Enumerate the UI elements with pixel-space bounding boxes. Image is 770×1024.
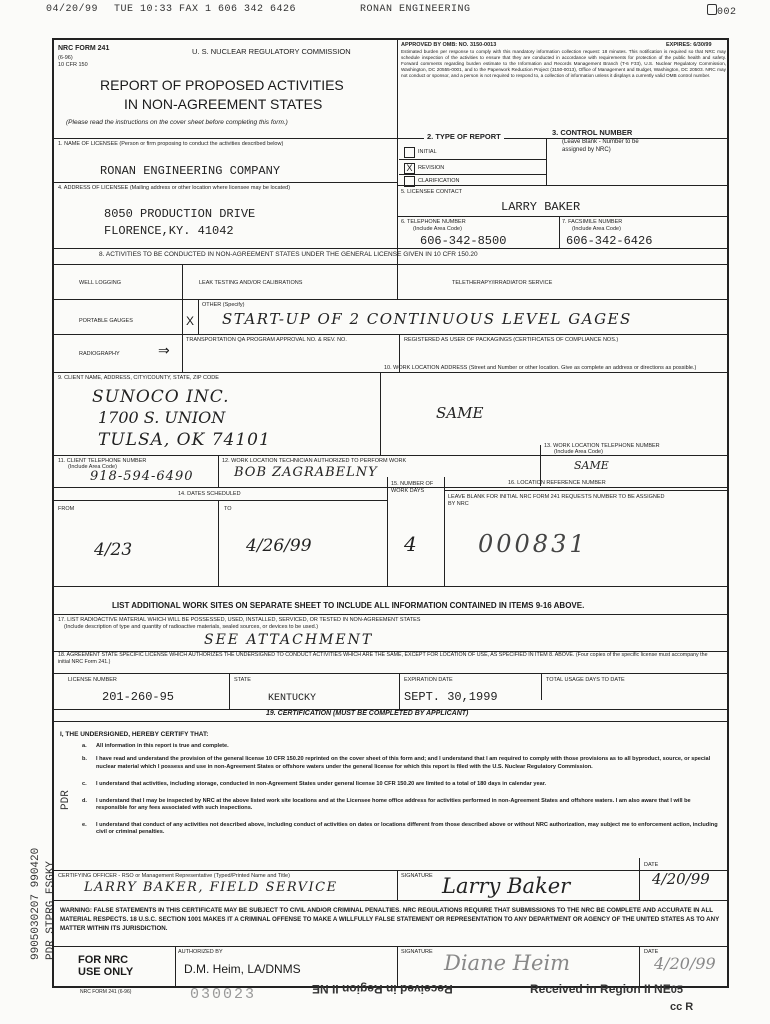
teletherapy-label: TELETHERAPY/IRRADIATOR SERVICE: [452, 280, 553, 286]
other-label: OTHER (Specify): [202, 302, 245, 308]
omb-approval: APPROVED BY OMB: NO. 3150-0013: [401, 42, 497, 48]
radiography-arrow-icon: ⇒: [158, 342, 170, 358]
nrc-signature-label: SIGNATURE: [401, 949, 433, 955]
fax-time: TUE 10:33 FAX 1 606 342 6426: [114, 4, 297, 15]
fax-date: 04/20/99: [46, 4, 99, 15]
clarification-label: CLARIFICATION: [418, 178, 460, 184]
agreement-label: 18. AGREEMENT STATE SPECIFIC LICENSE WHICH AUTHORIZES THE UNDERSIGNED TO CONDUCT ACTIVITIES WHICH ARE THE SAME, EXCEPT FOR LOCATION OF USE, AS SPECIFIED IN ITEM 8. ABOVE. (Four copies of the specific license must accompany the initial NRC Form 241.): [58, 652, 708, 665]
certification-items: [82, 743, 720, 836]
stamp-number: 030023: [190, 986, 257, 1003]
officer-signature[interactable]: Larry Baker: [442, 874, 571, 898]
cert-item: c. I understand that activities, including storage, conducted in non-Agreement States under general license 10 CFR 150.20 are limited to a total of 180 days in calendar year.: [82, 780, 547, 787]
well-logging-label: WELL LOGGING: [79, 280, 121, 286]
officer-date[interactable]: 4/20/99: [652, 870, 710, 888]
received-stamp-mirrored: Received in Region II NE: [312, 982, 453, 996]
side-id-line1: 9905030207 990420: [30, 847, 42, 960]
transport-qa-label: TRANSPORTATION QA PROGRAM APPROVAL NO. & REV. NO.: [186, 337, 347, 343]
agency-name: U. S. NUCLEAR REGULATORY COMMISSION: [192, 47, 351, 56]
phone-label: 6. TELEPHONE NUMBER: [401, 219, 466, 225]
material-note: (Include description of type and quantity of radioactive materials, sealed sources, or devices to be used.): [64, 624, 319, 630]
fax-page: 002: [707, 4, 737, 18]
other-checkbox[interactable]: X: [186, 314, 195, 328]
additional-sites-note: LIST ADDITIONAL WORK SITES ON SEPARATE SHEET TO INCLUDE ALL INFORMATION CONTAINED IN ITEMS 9-16 ABOVE.: [112, 601, 585, 610]
dates-label: 14. DATES SCHEDULED: [178, 491, 241, 497]
date-to[interactable]: 4/26/99: [246, 536, 312, 556]
client-street[interactable]: 1700 S. UNION: [98, 408, 226, 427]
control-number-note: (Leave Blank - Number to be assigned by NRC): [562, 139, 639, 153]
work-days[interactable]: 4: [404, 532, 417, 556]
report-type-label: 2. TYPE OF REPORT: [424, 133, 504, 141]
certification-intro: I, THE UNDERSIGNED, HEREBY CERTIFY THAT:: [60, 731, 209, 738]
expiration-label: EXPIRATION DATE: [404, 677, 453, 683]
warning-text: WARNING: FALSE STATEMENTS IN THIS CERTIFICATE MAY BE SUBJECT TO CIVIL AND/OR CRIMINAL PENALTIES. NRC REGULATIONS REQUIRE THAT SUBMISSIONS TO THE NRC BE COMPLETE AND ACCURATE IN ALL MATERIAL RESPECTS. 18 U.S.C. SECTION 1001 MAKES IT A CRIMINAL OFFENSE TO MAKE A WILLFULLY FALSE STATEMENT OR REPRESENTATION TO ANY DEPARTMENT OR AGENCY OF THE UNITED STATES AS TO ANY MATTER WITHIN ITS JURISDICTION.: [60, 907, 720, 932]
client-city[interactable]: TULSA, OK 74101: [98, 430, 271, 450]
cert-item: d. I understand that I may be inspected by NRC at the above listed work site locations and at the Licensee home office address for activities performed in non-Agreement States and offshore waters. I am also aware that I will be responsible for any fees associated with such inspections.: [82, 798, 691, 812]
form-cfr: 10 CFR 150: [58, 62, 88, 68]
revision-checkbox[interactable]: X: [404, 163, 415, 174]
form-date: (6-96): [58, 55, 73, 61]
officer-signature-label: SIGNATURE: [401, 873, 433, 879]
side-id-line2: PDR STPRG ESGKY: [45, 860, 57, 960]
date-from[interactable]: 4/23: [94, 540, 133, 560]
state-value[interactable]: KENTUCKY: [268, 693, 317, 704]
activities-label: 8. ACTIVITIES TO BE CONDUCTED IN NON-AGREEMENT STATES UNDER THE GENERAL LICENSE GIVEN IN 10 CFR 150.20: [99, 251, 478, 258]
cert-item: b. I have read and understand the provision of the general license 10 CFR 150.20 reprinted on the cover sheet of this form and; and I understand that I am required to comply with those provisions as to all byproduct, source, or special nuclear material which I possess and use in non-Agreement States or offshore waters under the general license for which this report is filed with the U.S. Nuclear Regulatory Commission.: [82, 756, 711, 770]
officer-label: CERTIFYING OFFICER - RSO or Management Representative (Typed/Printed Name and Title): [58, 873, 290, 879]
licensee-name[interactable]: RONAN ENGINEERING COMPANY: [100, 164, 281, 178]
cert-item: e. I understand that conduct of any activities not described above, including conduct of activities on dates or locations different from those described above or without NRC authorization, may subject me to enforcement action, including civil or criminal penalties.: [82, 821, 718, 836]
fax-page-icon: [707, 4, 717, 15]
burden-statement: Estimated burden per response to comply with this mandatory information collection request: 18 minutes. This notification is required so that NRC may schedule inspection of the activities to ensure that they are conducted in accordance with requirements for protection of the public health and safety. Forward comments regarding burden estimate to the Information and Records Management Branch (T-6 F33), U.S. Nuclear Regulatory Commission, Washington, DC 20555-0001, and to the Paperwork Reduction Project (3150-0013), Office of Management and Budget, Washington, DC 20503. NRC may not conduct or sponsor, and a person is not required to respond to, a collection of information unless it displays a currently valid OMB control number.: [401, 49, 726, 79]
state-label: STATE: [234, 677, 251, 683]
nrc-date: 4/20/99: [654, 954, 716, 973]
work-days-label: 15. NUMBER OF WORK DAYS: [391, 481, 434, 494]
leak-testing-label: LEAK TESTING AND/OR CALIBRATIONS: [199, 280, 303, 286]
client-phone[interactable]: 918-594-6490: [90, 469, 194, 484]
fax-sender: RONAN ENGINEERING: [360, 4, 471, 15]
expiration-value[interactable]: SEPT. 30,1999: [404, 690, 498, 704]
officer-name[interactable]: LARRY BAKER, FIELD SERVICE: [84, 880, 338, 895]
initial-label: INITIAL: [418, 149, 437, 155]
work-phone-note: (Include Area Code): [554, 449, 603, 455]
nrc-use-label: FOR NRC USE ONLY: [78, 954, 134, 978]
officer-date-label: DATE: [644, 862, 659, 868]
cert-item: a. All information in this report is true and complete.: [82, 743, 229, 749]
side-id-line3: PDR: [60, 790, 72, 810]
licensee-address-line2[interactable]: FLORENCE,KY. 41042: [104, 224, 234, 238]
form-title-line1: REPORT OF PROPOSED ACTIVITIES: [100, 77, 344, 93]
client-label: 9. CLIENT NAME, ADDRESS, CITY/COUNTY, STATE, ZIP CODE: [58, 375, 219, 381]
authorized-by-label: AUTHORIZED BY: [178, 949, 223, 955]
nrc-form-241: [52, 38, 729, 988]
control-number-label: 3. CONTROL NUMBER: [552, 128, 633, 137]
registered-user-label: REGISTERED AS USER OF PACKAGINGS (CERTIFICATES OF COMPLIANCE NOS.): [404, 337, 619, 343]
phone-value[interactable]: 606-342-8500: [420, 234, 507, 248]
material-label: 17. LIST RADIOACTIVE MATERIAL WHICH WILL BE POSSESSED, USED, INSTALLED, SERVICED, OR TESTED IN NON-AGREEMENT STATES: [58, 617, 421, 623]
client-phone-label: 11. CLIENT TELEPHONE NUMBER: [58, 458, 147, 464]
work-location[interactable]: SAME: [436, 404, 484, 422]
client-phone-note: (Include Area Code): [68, 464, 117, 470]
contact-label: 5. LICENSEE CONTACT: [401, 189, 463, 195]
phone-note: (Include Area Code): [413, 226, 462, 232]
authorized-by: D.M. Heim, LA/DNMS: [184, 962, 301, 976]
from-label: FROM: [58, 506, 75, 512]
contact-name[interactable]: LARRY BAKER: [501, 200, 581, 214]
work-phone-label: 13. WORK LOCATION TELEPHONE NUMBER: [544, 443, 660, 449]
portable-gauges-label: PORTABLE GAUGES: [79, 318, 133, 324]
location-ref-label: 16. LOCATION REFERENCE NUMBER: [508, 480, 606, 486]
work-phone[interactable]: SAME: [574, 459, 609, 472]
radiography-label: RADIOGRAPHY: [79, 351, 120, 357]
licensee-name-label: 1. NAME OF LICENSEE (Person or firm proposing to conduct the activities described below): [58, 141, 284, 147]
nrc-date-label: DATE: [644, 949, 659, 955]
other-activity[interactable]: START-UP OF 2 CONTINUOUS LEVEL GAGES: [222, 310, 632, 328]
to-label: TO: [224, 506, 232, 512]
nrc-signature: Diane Heim: [444, 951, 571, 975]
material-value[interactable]: SEE ATTACHMENT: [204, 632, 374, 648]
footer-form-number: NRC FORM 241 (6-96): [80, 989, 132, 995]
fax-number-note: (Include Area Code): [572, 226, 621, 232]
fax-number-label: 7. FACSIMILE NUMBER: [562, 219, 623, 225]
usage-days-label: TOTAL USAGE DAYS TO DATE: [546, 677, 625, 683]
client-name[interactable]: SUNOCO INC.: [92, 387, 230, 407]
certification-title: 19. CERTIFICATION (MUST BE COMPLETED BY APPLICANT): [266, 710, 469, 717]
initial-checkbox[interactable]: [404, 147, 415, 158]
form-number: NRC FORM 241: [58, 45, 110, 52]
technician-label: 12. WORK LOCATION TECHNICIAN AUTHORIZED TO PERFORM WORK: [222, 458, 407, 464]
location-ref-note: LEAVE BLANK FOR INITIAL NRC FORM 241 REQUESTS NUMBER TO BE ASSIGNED BY NRC: [448, 494, 665, 507]
received-stamp: Received in Region II NE05: [530, 982, 683, 996]
work-location-label: 10. WORK LOCATION ADDRESS (Street and Number or other location. Give as complete an address or directions as possible.): [384, 365, 697, 371]
technician-name[interactable]: BOB ZAGRABELNY: [234, 465, 378, 480]
licensee-address-line1[interactable]: 8050 PRODUCTION DRIVE: [104, 207, 256, 221]
revision-label: REVISION: [418, 165, 445, 171]
form-instructions: (Please read the instructions on the cover sheet before completing this form.): [66, 119, 288, 126]
cc-stamp: cc R: [670, 1001, 694, 1013]
omb-expires: EXPIRES: 6/30/99: [666, 42, 712, 48]
license-number[interactable]: 201-260-95: [102, 690, 175, 704]
license-number-label: LICENSE NUMBER: [68, 677, 117, 683]
location-ref-number[interactable]: 000831: [478, 530, 588, 558]
fax-number-value[interactable]: 606-342-6426: [566, 234, 653, 248]
licensee-address-label: 4. ADDRESS OF LICENSEE (Mailing address or other location where licensee may be located): [58, 185, 291, 191]
form-title-line2: IN NON-AGREEMENT STATES: [124, 96, 323, 112]
